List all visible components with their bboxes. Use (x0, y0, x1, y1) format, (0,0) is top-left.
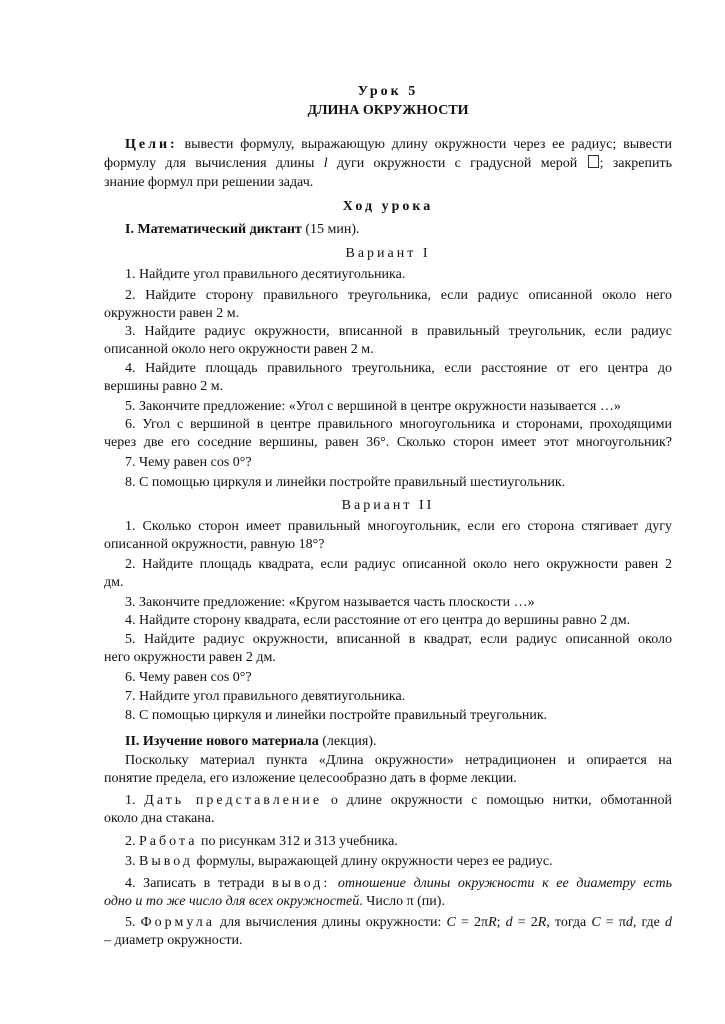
course-heading: Ход урока (342, 199, 434, 214)
variant1-line: окружности равен 2 м. (104, 306, 240, 321)
goals-line-2: формулу для вычисления длины l дуги окружности с градусной мерой ; закрепить (104, 156, 673, 171)
missing-glyph-box-icon (588, 155, 599, 168)
variant2-line: 2. Найдите площадь квадрата, если радиус описанной около него окружности равен 2 (125, 557, 672, 572)
goals-line-1: Цели: вывести формулу, выражающую длину окружности через ее радиус; вывести (125, 137, 673, 152)
section2-point-4: 4. Записать в тетради вывод: отношение длины окружности к ее диаметру есть (125, 876, 673, 891)
variant2-line: 5. Найдите радиус окружности, вписанной в квадрат, если радиус описанной около (125, 632, 672, 647)
variant2-line: него окружности равен 2 дм. (104, 650, 276, 665)
variant2-line: 4. Найдите сторону квадрата, если расстояние от его центра до вершины равно 2 дм. (125, 613, 631, 628)
section2-point-5: 5. Формула для вычисления длины окружности: C = 2πR; d = 2R, тогда C = πd, где d (125, 915, 672, 930)
variant2-title: Вариант II (341, 498, 435, 513)
section2-point-5-cont: – диаметр окружности. (104, 933, 243, 948)
section2-point-1: 1. Дать представление о длине окружности с помощью нитки, обмотанной (125, 793, 673, 808)
variant2-line: 1. Сколько сторон имеет правильный многоугольник, если его сторона стягивает дугу (125, 519, 672, 534)
variant2-line: дм. (104, 575, 124, 590)
variant2-line: описанной окружности, равную 18°? (104, 537, 325, 552)
section2-heading: II. Изучение нового материала (лекция). (125, 734, 377, 749)
variant1-line: 4. Найдите площадь правильного треугольника, если расстояние от его центра до (125, 361, 672, 376)
variant1-line: 1. Найдите угол правильного десятиугольника. (125, 267, 406, 282)
section2-point-4-cont: одно и то же число для всех окружностей. Число π (пи). (104, 894, 445, 909)
section2-intro-2: понятие предела, его изложение целесообразно дать в форме лекции. (104, 771, 517, 786)
variant2-line: 8. С помощью циркуля и линейки постройте правильный треугольник. (125, 708, 548, 723)
variant2-line: 6. Чему равен cos 0°? (125, 670, 252, 685)
variant1-line: 2. Найдите сторону правильного треугольника, если радиус описанной около него (125, 288, 672, 303)
variant1-line: 8. С помощью циркуля и линейки постройте правильный шестиугольник. (125, 475, 566, 490)
section2-intro-1: Поскольку материал пункта «Длина окружности» нетрадиционен и опирается на (125, 753, 672, 768)
lesson-title: ДЛИНА ОКРУЖНОСТИ (307, 103, 469, 118)
section2-point-1-cont: около дна стакана. (104, 811, 215, 826)
variant2-line: 7. Найдите угол правильного девятиугольника. (125, 689, 406, 704)
variant1-title: Вариант I (345, 246, 431, 261)
variant1-line: 5. Закончите предложение: «Угол с вершиной в центре окружности называется …» (125, 399, 621, 414)
section2-point-2: 2. Работа по рисункам 312 и 313 учебника. (125, 834, 398, 849)
section2-point-3: 3. Вывод формулы, выражающей длину окружности через ее радиус. (125, 854, 553, 869)
lesson-number: Урок 5 (357, 84, 419, 99)
variant1-line: вершины равно 2 м. (104, 379, 224, 394)
section1-heading: I. Математический диктант (15 мин). (125, 222, 360, 237)
variant1-line: описанной около него окружности равен 2 м. (104, 342, 374, 357)
variant1-line: 6. Угол с вершиной в центре правильного многоугольника и сторонами, проходящими (125, 417, 672, 432)
variant2-line: 3. Закончите предложение: «Кругом называется часть плоскости …» (125, 595, 535, 610)
variant1-line: 3. Найдите радиус окружности, вписанной в правильный треугольник, если радиус (125, 324, 672, 339)
goals-line-3: знание формул при решении задач. (104, 175, 314, 190)
variant1-line: 7. Чему равен cos 0°? (125, 455, 252, 470)
variant1-line: через две его соседние вершины, равен 36°. Сколько сторон имеет этот многоугольник? (104, 435, 672, 450)
